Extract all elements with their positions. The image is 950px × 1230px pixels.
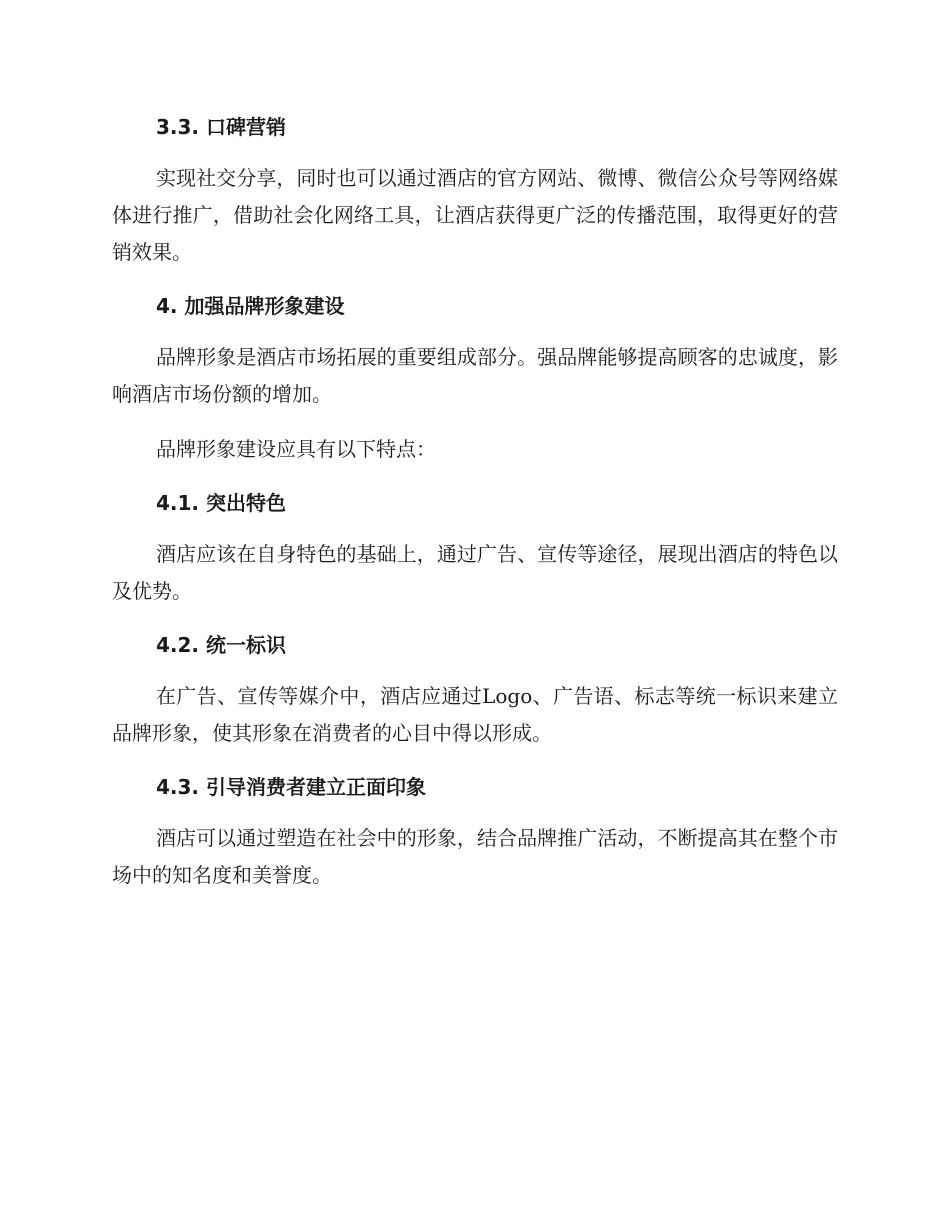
paragraph-positive-impression: 酒店可以通过塑造在社会中的形象，结合品牌推广活动，不断提高其在整个市场中的知名度和美誉度。: [112, 826, 838, 887]
section-heading-4-2: 4.2. 统一标识: [156, 633, 286, 657]
paragraph-word-of-mouth: 实现社交分享，同时也可以通过酒店的官方网站、微博、微信公众号等网络媒体进行推广，借助社会化网络工具，让酒店获得更广泛的传播范围，取得更好的营销效果。: [112, 166, 838, 264]
section-heading-4-3: 4.3. 引导消费者建立正面印象: [156, 775, 426, 799]
section-heading-3-3: 3.3. 口碑营销: [156, 115, 286, 139]
paragraph-brand-image: 品牌形象是酒店市场拓展的重要组成部分。强品牌能够提高顾客的忠诚度，影响酒店市场份额的增加。: [112, 345, 838, 406]
paragraph-brand-features-intro: 品牌形象建设应具有以下特点：: [156, 437, 436, 461]
document-body: [112, 112, 838, 894]
section-heading-4: 4. 加强品牌形象建设: [156, 294, 345, 318]
section-heading-4-1: 4.1. 突出特色: [156, 491, 286, 515]
paragraph-unified-identity: 在广告、宣传等媒介中，酒店应通过Logo、广告语、标志等统一标识来建立品牌形象，使其形象在消费者的心目中得以形成。: [112, 684, 838, 745]
paragraph-highlight-features: 酒店应该在自身特色的基础上，通过广告、宣传等途径，展现出酒店的特色以及优势。: [112, 542, 838, 603]
